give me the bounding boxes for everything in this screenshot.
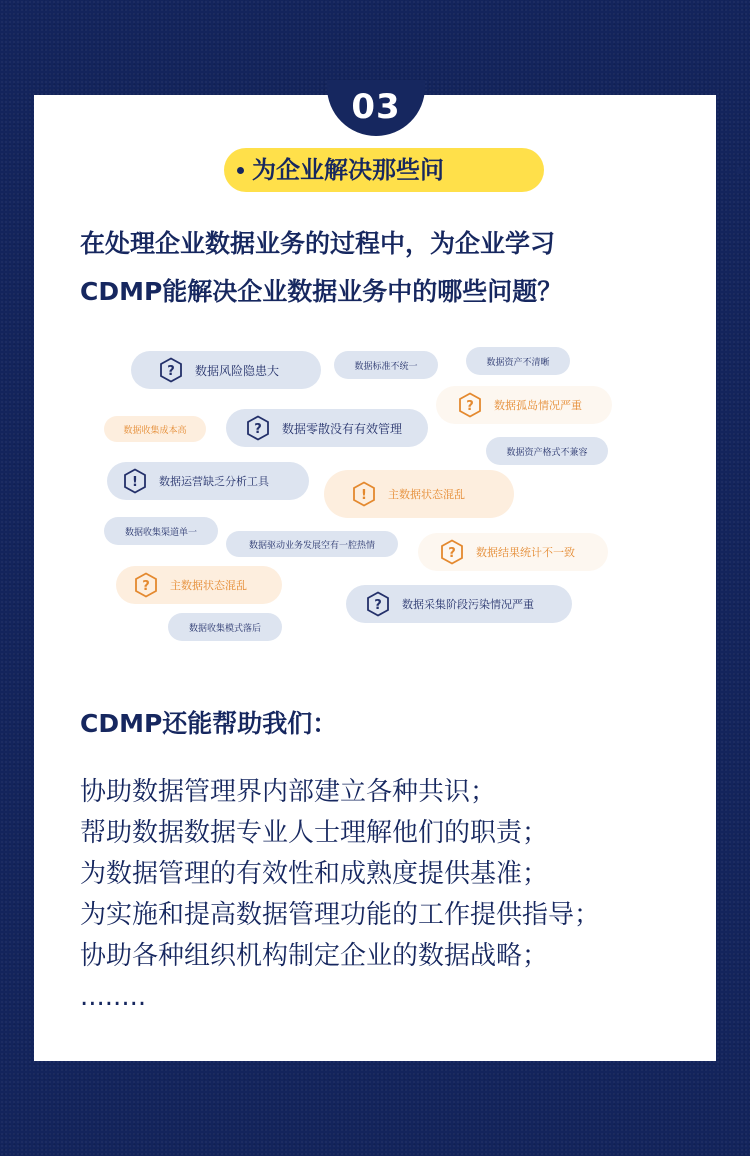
question-hexagon-icon [159,357,183,383]
problem-tag [486,437,608,465]
svg-text:?: ? [254,422,262,437]
problem-tag-label: 数据采集阶段污染情况严重 [402,598,534,611]
svg-text:?: ? [448,546,456,561]
question-hexagon-icon [246,415,270,441]
question-line-1: 在处理企业数据业务的过程中，为企业学习 [80,229,556,258]
bullet-dot-icon [736,167,743,174]
problem-tag-label: 数据零散没有有效管理 [282,421,403,436]
problem-tag [168,613,282,641]
problem-tag-label: 主数据状态混乱 [388,488,465,501]
problem-tag [418,533,608,571]
problem-tag [104,517,218,545]
list-item: ........ [80,982,147,1012]
question-heading [80,220,680,316]
problem-tag [334,351,438,379]
problem-tag-label: 数据资产不清晰 [486,357,550,368]
list-item: 协助各种组织机构制定企业的数据战略； [80,941,549,971]
problem-tag [116,566,282,604]
question-hexagon-icon [366,591,390,617]
problem-tag-label: 主数据状态混乱 [170,579,247,592]
svg-text:?: ? [466,399,474,414]
problem-tag-label: 数据结果统计不一致 [476,546,575,559]
list-item: 为实施和提高数据管理功能的工作提供指导； [80,900,601,930]
svg-text:?: ? [374,598,382,613]
problem-tag [436,386,612,424]
svg-text:?: ? [142,579,150,594]
problem-tag-label: 数据资产格式不兼容 [506,447,588,458]
problem-tag-label: 数据标准不统一 [354,361,418,372]
problem-tag-label: 数据收集模式落后 [188,623,261,634]
help-heading: CDMP还能帮助我们： [80,709,338,738]
exclamation-hexagon-icon [352,481,376,507]
problem-tag [131,351,321,389]
list-item: 协助数据管理界内部建立各种共识； [80,777,497,807]
exclamation-hexagon-icon [123,468,147,494]
question-hexagon-icon [458,392,482,418]
problem-tag-label: 数据运营缺乏分析工具 [159,475,269,488]
question-hexagon-icon [440,539,464,565]
problem-tag-label: 数据收集成本高 [123,425,187,436]
svg-text:?: ? [167,364,175,379]
list-item: 为数据管理的有效性和成熟度提供基准； [80,859,549,889]
svg-text:!: ! [361,488,367,503]
problem-tag-label: 数据风险隐患大 [195,363,280,378]
problem-tag-label: 数据收集渠道单一 [124,527,197,538]
problem-tag [107,462,309,500]
help-list [80,772,700,1018]
problem-tag [226,409,428,447]
list-item: 帮助数据数据专业人士理解他们的职责； [80,818,549,848]
svg-text:!: ! [132,475,138,490]
section-title: 为企业解决那些问 [252,156,444,184]
section-number-badge: 03 [327,80,425,136]
question-line-2: CDMP能解决企业数据业务中的哪些问题？ [80,277,563,306]
problem-tag [324,470,514,518]
bullet-dot-icon [237,167,244,174]
problem-tag [104,416,206,442]
section-title-pill [224,148,544,192]
problem-tag-label: 数据孤岛情况严重 [494,399,582,412]
problem-tag [346,585,572,623]
problem-tag [226,531,398,557]
problem-tag-label: 数据驱动业务发展空有一腔热情 [248,540,375,551]
problem-tag [466,347,570,375]
question-hexagon-icon [134,572,158,598]
